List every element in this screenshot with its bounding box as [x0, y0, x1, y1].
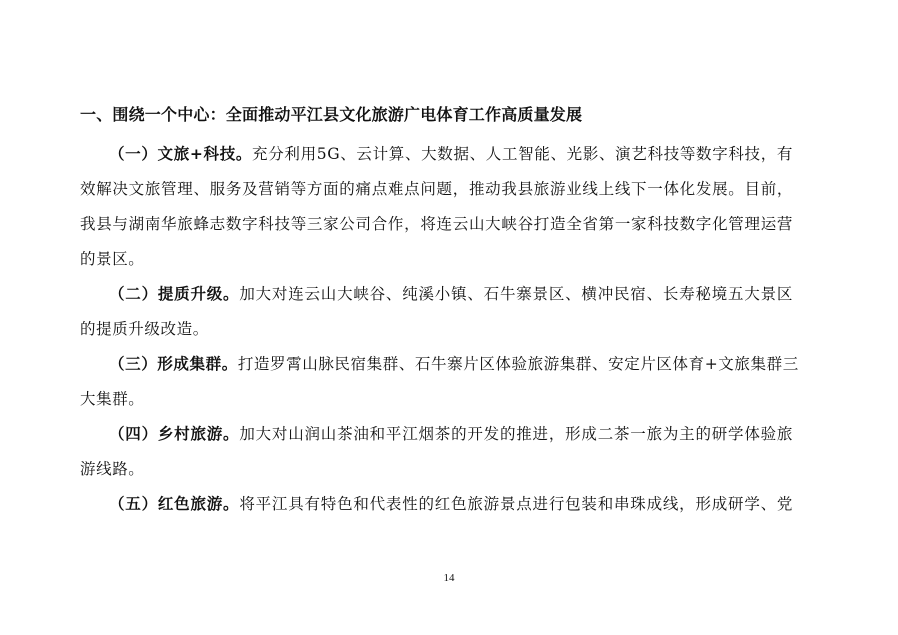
paragraph-4-line-2: 游线路。: [80, 460, 145, 478]
paragraph-4-line-1: [109, 424, 793, 444]
paragraph-4-text: 加大对山润山茶油和平江烟茶的开发的推进，形成二茶一旅为主的研学体验旅: [239, 425, 793, 443]
paragraph-2-line-2: 的提质升级改造。: [80, 320, 209, 338]
paragraph-5-text: 将平江具有特色和代表性的红色旅游景点进行包装和串珠成线，形成研学、党: [239, 495, 793, 513]
paragraph-2-line-1: [109, 284, 793, 304]
paragraph-1-lead: （一）文旅+科技。: [109, 145, 253, 163]
paragraph-3-line-2: 大集群。: [80, 390, 145, 408]
paragraph-1-text: 充分利用5G、云计算、大数据、人工智能、光影、演艺科技等数字科技，有: [252, 145, 793, 163]
paragraph-1-line-4: 的景区。: [80, 250, 145, 268]
section-heading: 一、围绕一个中心：全面推动平江县文化旅游广电体育工作高质量发展: [80, 105, 583, 124]
paragraph-1-line-1: [109, 144, 793, 164]
paragraph-1-line-2: 效解决文旅管理、服务及营销等方面的痛点难点问题，推动我县旅游业线上线下一体化发展。目前，: [80, 180, 793, 198]
paragraph-4-lead: （四）乡村旅游。: [109, 425, 240, 443]
paragraph-5-lead: （五）红色旅游。: [109, 495, 240, 513]
paragraph-3-lead: （三）形成集群。: [109, 355, 238, 373]
paragraph-2-text: 加大对连云山大峡谷、纯溪小镇、石牛寨景区、横冲民宿、长寿秘境五大景区: [239, 285, 793, 303]
paragraph-3-text: 打造罗霄山脉民宿集群、石牛寨片区体验旅游集群、安定片区体育+文旅集群三: [237, 355, 799, 373]
page-number: 14: [443, 572, 455, 584]
paragraph-2-lead: （二）提质升级。: [109, 285, 240, 303]
paragraph-3-line-1: [109, 354, 799, 374]
paragraph-1-line-3: 我县与湖南华旅蜂志数字科技等三家公司合作，将连云山大峡谷打造全省第一家科技数字化管理运营: [80, 215, 793, 233]
paragraph-5-line-1: [109, 494, 793, 514]
